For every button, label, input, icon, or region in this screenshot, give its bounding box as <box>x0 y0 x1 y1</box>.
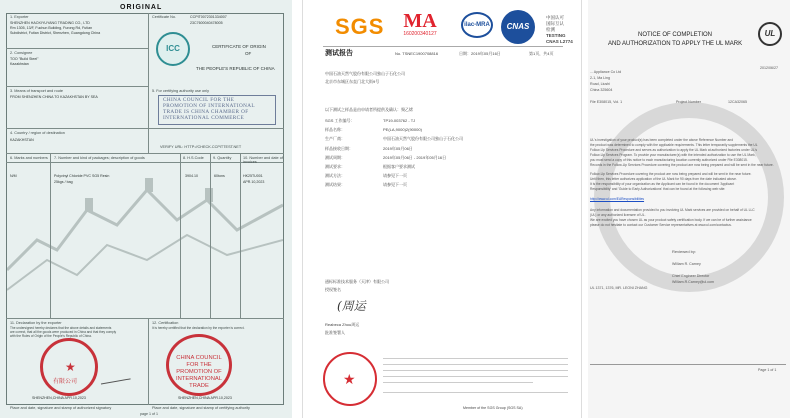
paragraph-line: Follow-Up Services Program. To provide your manufacturer(s) with the intended authorization to use the UL Mark, <box>590 153 756 157</box>
project-number: 12CA32065 <box>728 100 747 104</box>
reviewer-title: Chief Engineer Director <box>672 274 710 278</box>
column-marks: 6. Marks and numbers <box>10 156 48 160</box>
declaration-line-2: are correct, that all the goods were produced in China and that they comply <box>10 330 117 334</box>
ul-notice-document <box>588 0 790 418</box>
field-row <box>325 183 565 192</box>
place-date-left: SHENZHEN,CHINA APR.10,2023 <box>32 396 86 400</box>
paragraph-line: Follow-Up Services Procedure and serves as authorization to apply the UL Mark at authorized factories under UL's <box>590 148 758 152</box>
paragraph-line: Any information and documentation provided to you involving UL Mark services are provided on behalf of UL LLC <box>590 208 755 212</box>
paragraph-line: please do not hesitate to contact our Customer Service representatives at www.ul.com/contactus. <box>590 223 732 227</box>
paragraph-line: Records in the Follow-Up Services Procedure covering the product are now being prepared and will be sent in the near future. <box>590 163 774 167</box>
signer-title: 批准签署人 <box>325 330 345 335</box>
certificate-number: CCPIT0072301334007 <box>190 15 227 19</box>
place-date-right: SHENZHEN,CHINA APR.10,2023 <box>178 396 232 400</box>
address-line-2: Road, Liushi <box>590 82 610 86</box>
cnas-cn-2: 国际互认 <box>546 21 564 26</box>
cma-number: 160200340127 <box>403 31 437 37</box>
row-line <box>6 48 148 49</box>
center-divider <box>148 13 149 153</box>
transport-route: FROM SHENZHEN CHINA TO KAZAKHSTAN BY SEA <box>10 95 98 99</box>
consignee-line-1: TOO "Build Steel" <box>10 57 39 61</box>
consignee-line-2: Kazakhstan <box>10 62 29 66</box>
col-line <box>210 153 211 318</box>
fine-print-line <box>383 358 568 359</box>
exporter-seal: ★ 有限公司 <box>40 338 98 396</box>
goods-description-1: Polyvinyl Chloride PVC SG5 Resin <box>54 174 110 178</box>
client-name: 中国石油天然气股份有限公司独山子石化公司 <box>325 71 405 76</box>
reviewed-by-label: Reviewed by: <box>672 249 697 254</box>
row-line <box>6 318 284 319</box>
field-label: 测试周期： <box>325 154 345 160</box>
notice-date: 2012/06/27 <box>760 66 778 70</box>
stamp-line-1: CHINA COUNCIL FOR THE <box>163 97 235 103</box>
ccpit-seal <box>166 334 232 396</box>
cnas-number: CNAS L2774 <box>546 39 573 44</box>
field-value: 根据客户要求测试 <box>383 163 415 169</box>
certificate-of-origin-document <box>0 0 292 418</box>
field-label: 测试要求： <box>325 163 345 169</box>
paragraph-line: We are excited you have chosen UL as your product safety certification body. If we can be of further assistance <box>590 218 752 222</box>
sgs-logo: SGS <box>335 14 385 39</box>
fine-print-line <box>383 382 533 383</box>
field-label: 测试方法： <box>325 173 345 179</box>
fine-print-line <box>383 392 568 393</box>
row-line <box>6 128 284 129</box>
field-label: 生产厂商： <box>325 136 345 142</box>
field-row <box>325 137 565 146</box>
field-value: 中国石油天然气股份有限公司独山子石化公司 <box>383 136 463 142</box>
client-address: 北京市东城区东直门北大街9号 <box>325 79 380 84</box>
certification-label: 12. Certification <box>152 321 179 325</box>
col-line <box>240 153 241 318</box>
col-line <box>50 153 51 318</box>
exporter-seal-text: 有限公司 <box>53 379 78 385</box>
transport-label: 3. Means of transport and route <box>10 89 63 93</box>
field-value: 请参见下一页 <box>383 182 407 188</box>
col-line <box>180 153 181 318</box>
goods-quantity: 60tons <box>214 174 225 178</box>
project-label: Project Number <box>676 100 701 104</box>
paragraph-line: It is the responsibility of your organization as the Applicant can be found in the document 'Applicant <box>590 182 735 186</box>
paragraph-line: UL's investigation of your product(s) has been completed under the above Reference Number and <box>590 138 734 142</box>
verify-url: VERIFY URL: HTTP://CHECK.CCPITTEST.NET <box>160 145 242 149</box>
field-value: TP19-003762 - TJ <box>383 118 416 123</box>
cma-logo <box>397 10 443 40</box>
report-date: 日期：2019年05月16日 <box>459 51 501 56</box>
address-line-3: China 325604 <box>590 88 613 92</box>
original-header: ORIGINAL <box>120 4 163 11</box>
country-label: 4. Country / region of destination <box>10 131 65 135</box>
report-pages: 第1页，共4页 <box>529 51 554 56</box>
field-label: SGS 工作编号： <box>325 118 355 123</box>
file-number: File E308015, Vol. 1 <box>590 100 623 104</box>
bottom-rule <box>590 364 786 365</box>
field-row <box>325 156 565 165</box>
cnas-cn-1: 中国认可 <box>546 15 564 20</box>
footer-signatory-left: Place and date, signature and stamp of authorized signatory <box>10 406 112 410</box>
column-invoice: 10. Number and date of invoices <box>243 156 283 165</box>
stamp-line-2: PROMOTION OF INTERNATIONAL <box>163 102 255 109</box>
certificate-country: THE PEOPLE'S REPUBLIC OF CHINA <box>196 66 275 71</box>
testing-label: TESTING <box>546 33 566 38</box>
field-value: PE(LA,9000)2(90000) <box>383 127 422 133</box>
notice-title-1: NOTICE OF COMPLETION <box>638 32 713 38</box>
footer-signatory-right: Place and date, signature and stamp of certifying authority <box>152 406 250 410</box>
authority-stamp <box>158 95 276 125</box>
certificate-number-2: 23C7600040478005 <box>190 21 223 25</box>
paragraph-line: the product was determined to comply with the applicable requirements. This letter temporarily supplements the UL <box>590 143 758 147</box>
field-row <box>325 174 565 183</box>
bottom-code: UL 1371, 1376, MR. LEONI ZHANG <box>590 286 648 290</box>
sgs-footer: Member of the SGS Group (SGS SA) <box>463 406 523 410</box>
report-fields <box>325 119 565 193</box>
authority-label: 5. For certifying authority use only <box>152 89 209 93</box>
row-line <box>6 153 284 154</box>
certificate-title: CERTIFICATE OF ORIGIN <box>212 44 266 49</box>
signed-for: 通标标准技术服务（天津）有限公司 <box>325 279 389 284</box>
fine-print-line <box>383 364 568 365</box>
field-label: 样品接收日期： <box>325 145 353 151</box>
reviewer-name: William R. Carney <box>672 262 701 266</box>
paragraph-line: Until then, this letter authorizes application of the UL Mark for 90 days from the date indicated above. <box>590 177 737 181</box>
ccpit-seal-text: CHINA COUNCIL FOR THE PROMOTION OF INTERNATIONAL TRADE <box>176 355 222 389</box>
declaration-label: 11. Declaration by the exporter <box>10 321 62 325</box>
paragraph-line: Follow-Up Services Procedure covering the product are now being prepared and will be sent in the near future. <box>590 172 752 176</box>
goods-description-2: 25kgs / bag <box>54 180 73 184</box>
great-wall-watermark <box>7 150 283 330</box>
fine-print-line <box>383 376 568 377</box>
signer-name: Reabeca Zhou周运 <box>325 322 360 327</box>
column-quantity: 9. Quantity <box>213 156 232 160</box>
ul-logo: UL <box>758 22 782 46</box>
cnas-logo: CNAS <box>501 10 535 44</box>
goods-invoice-date: APR.10,2023 <box>243 180 265 184</box>
company-name: ... Appliance Co Ltd <box>590 70 622 74</box>
column-description: 7. Number and kind of packages; description of goods <box>54 156 145 160</box>
field-value: 2019年05月06日 <box>383 145 413 151</box>
notice-title-2: AND AUTHORIZATION TO APPLY THE UL MARK <box>608 41 743 47</box>
row-line <box>6 86 148 87</box>
paragraph-2 <box>590 172 786 192</box>
field-row <box>325 165 565 174</box>
paragraph-line: you must send a copy of this notice to each manufacturing location currently authorized under File E308015. <box>590 158 748 162</box>
paragraph-line: Responsibility' and 'Guide to Early Authorizations' that can be found at the following web site: <box>590 187 726 191</box>
goods-invoice-no: HK25TU001 <box>243 174 263 178</box>
ea-link[interactable]: http://www.ul.com/EAResponsibilities <box>590 197 645 201</box>
destination-country: KAZAKHSTAN <box>10 138 34 142</box>
field-row <box>325 119 565 128</box>
ul-page-number: Page 1 of 1 <box>758 368 777 372</box>
report-title: 测试报告 <box>325 50 353 57</box>
certification-text: It is hereby certified that the declaration by the exporter is correct. <box>152 326 245 330</box>
paragraph-3 <box>590 208 786 228</box>
fine-print-block <box>383 358 568 398</box>
declaration-line-3: with the Rules of Origin of the People's Republic of China. <box>10 334 92 338</box>
consignee-label: 2. Consignee <box>10 51 33 55</box>
fine-print-line <box>383 370 568 371</box>
signature: (周运 <box>337 299 366 313</box>
ilac-mra-logo: ilac-MRA <box>461 12 493 38</box>
sgs-test-report-document <box>302 0 582 418</box>
field-value: 2019年05月06日 - 2019年05月16日 <box>383 154 447 160</box>
stamp-line-4: INTERNATIONAL COMMERCE <box>163 114 245 121</box>
certificate-number-label: Certificate No. <box>152 15 177 19</box>
field-label: 测试结果： <box>325 182 345 188</box>
report-number: No. TSNEC1900708816 <box>395 51 439 56</box>
signed-for-2: 授权签名 <box>325 287 341 292</box>
stamp-line-3: TRADE IS CHINA CHAMBER OF <box>163 108 249 115</box>
exporter-line-3: Subdistrict, Futian District, Shenzhen, Guangdong China <box>10 31 101 35</box>
column-hs-code: 8. H.S.Code <box>183 156 204 160</box>
paragraph-1 <box>590 138 786 168</box>
goods-marks: N/M <box>10 174 17 178</box>
exporter-line-1: SHENZHEN HAOXIYUYANG TRADING CO., LTD <box>10 21 90 25</box>
exporter-line-2: Rm 1305, 13/F, Fuchun Building, Furong Rd, Futian <box>10 26 93 30</box>
field-value: 请参见下一页 <box>383 173 407 179</box>
declaration-line-1: The undersigned hereby declares that the above details and statements <box>10 326 112 330</box>
footer-divider <box>148 318 149 405</box>
reviewer-email: William.R.Carney@ul.com <box>672 280 714 284</box>
cnas-cn-3: 检测 <box>546 27 555 32</box>
icc-logo: ICC <box>156 32 190 66</box>
page-number: page 1 of 1 <box>140 412 158 416</box>
sample-statement: 以下测试之样品是由申请者所提供及确认：聚乙烯 <box>325 107 413 112</box>
paragraph-line: (UL) or any authorized licensee of UL. <box>590 213 646 217</box>
goods-hs-code: 3904.10 <box>185 174 198 178</box>
sgs-company-seal: ★ <box>323 352 377 406</box>
header-rule <box>323 46 563 47</box>
certificate-of: OF <box>245 51 252 56</box>
cma-logo-text: MA <box>403 10 437 32</box>
address-line-1: 2-1, Ma Ling <box>590 76 610 80</box>
exporter-label: 1. Exporter <box>10 15 29 19</box>
field-label: 样品名称： <box>325 127 345 133</box>
